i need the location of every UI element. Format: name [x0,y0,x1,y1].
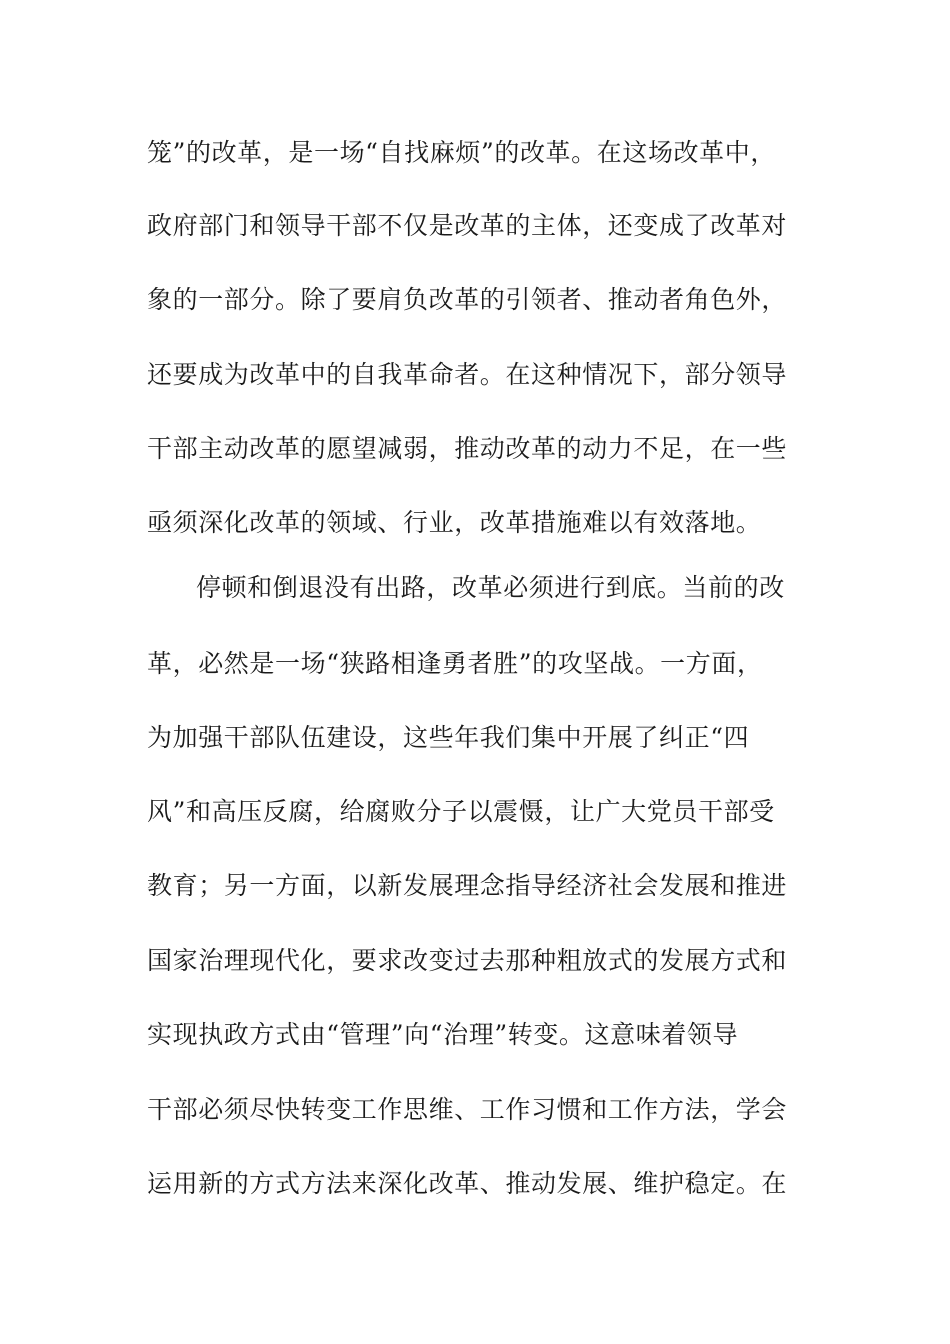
text-line: 运用新的方式方法来深化改革、推动发展、维护稳定。在 [147,1169,788,1198]
text-line: 干部主动改革的愿望减弱，推动改革的动力不足，在一些 [147,434,788,463]
text-line: 干部必须尽快转变工作思维、工作习惯和工作方法，学会 [147,1095,788,1124]
text-line: 实现执政方式由“管理”向“治理”转变。这意味着领导 [147,1020,739,1049]
text-line: 政府部门和领导干部不仅是改革的主体，还变成了改革对 [147,211,788,240]
text-line: 亟须深化改革的领域、行业，改革措施难以有效落地。 [147,508,762,537]
paragraph-first-line: 停顿和倒退没有出路，改革必须进行到底。当前的改 [196,573,785,602]
text-line: 为加强干部队伍建设，这些年我们集中开展了纠正“四 [147,723,750,752]
text-line: 笼”的改革，是一场“自找麻烦”的改革。在这场改革中， [147,138,776,167]
text-line: 象的一部分。除了要肩负改革的引领者、推动者角色外， [147,285,788,314]
text-line: 风”和高压反腐，给腐败分子以震慑，让广大党员干部受 [147,797,775,826]
text-line: 教育；另一方面，以新发展理念指导经济社会发展和推进 [147,871,788,900]
text-line: 国家治理现代化，要求改变过去那种粗放式的发展方式和 [147,946,788,975]
text-line: 还要成为改革中的自我革命者。在这种情况下，部分领导 [147,360,788,389]
text-line: 革，必然是一场“狭路相逢勇者胜”的攻坚战。一方面， [147,649,763,678]
